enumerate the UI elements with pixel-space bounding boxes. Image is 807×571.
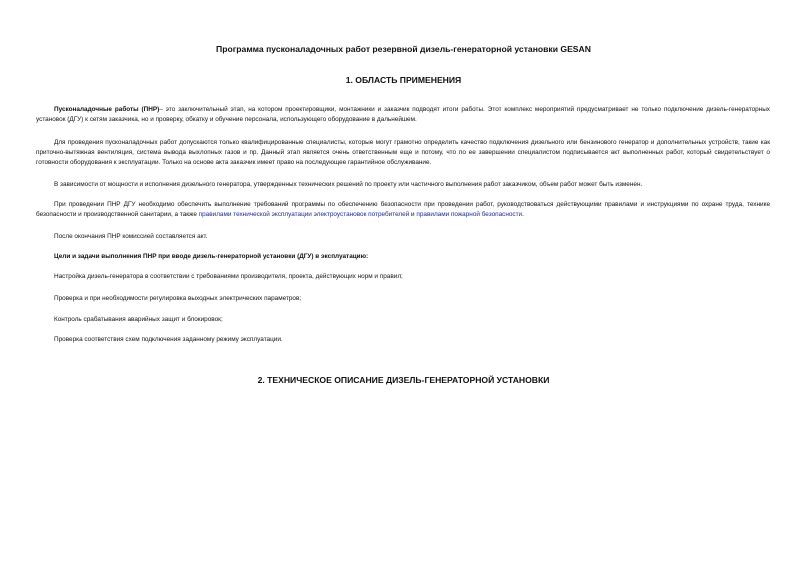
goal-item-output-params: Проверка и при необходимости регулировка выходных электрических параметров; — [54, 295, 302, 302]
paragraph-goals — [36, 252, 770, 262]
goals-heading: Цели и задачи выполнения ПНР при вводе дизель-генераторной установки (ДГУ) в эксплуатацию: — [54, 253, 369, 260]
link-fire-safety-rules[interactable]: правилами пожарной безопасности — [416, 211, 523, 218]
document-title: Программа пусконаладочных работ резервной дизель-генераторной установки GESAN — [216, 44, 591, 54]
goal-item-schemes: Проверка соответствия схем подключения заданному режиму эксплуатации. — [54, 336, 283, 343]
safety-text: При проведении ПНР ДГУ необходимо обеспечить выполнение требований программы по обеспечению безопасности при проведении работ, руководствоваться действующими правилами и инструкциями по охране труда, технике безопасности и производственной санитарии, а также — [36, 201, 770, 218]
section-heading-scope: 1. ОБЛАСТЬ ПРИМЕНЕНИЯ — [345, 75, 462, 85]
paragraph-safety — [36, 200, 770, 220]
paragraph-pnr-definition — [36, 105, 770, 125]
list-item — [36, 315, 770, 325]
list-item — [36, 335, 770, 345]
pnr-definition-text: – это заключительный этап, на котором проектировщики, монтажники и заказчик подводят итоги работы. Этот комплекс мероприятий предусматривает не только подключение дизель-генераторных установок (ДГУ) к сетям заказчика, но и проверку, обкатку и обучение персонала, использующего оборудование в дальнейшем. — [36, 106, 770, 123]
safety-conjunction: и — [409, 211, 417, 218]
list-item — [36, 294, 770, 304]
goal-item-tuning: Настройка дизель-генератора в соответствии с требованиями производителя, проекта, действующих норм и правил; — [54, 273, 403, 280]
specialists-text: Для проведения пусконаладочных работ допускаются только квалифицированные специалисты, которые могут грамотно определить качество подключения дизельного или бензинового генератор и дополнительных устройств, такие как приточно-вытяжная вентиляция, система вывода выхлопных газов и пр. Данный этап является очень ответственным еще и потому, что по ее завершении специалистом подписывается акт выполненных работ, который свидетельствует о готовности оборудования к эксплуатации. Только на основе акта заказчик имеет право на последующее гарантийное обслуживание. — [36, 139, 770, 166]
safety-end: . — [522, 211, 524, 218]
paragraph-act — [36, 232, 770, 242]
paragraph-scope-variation — [36, 180, 770, 190]
act-text: После окончания ПНР комиссией составляется акт. — [54, 233, 208, 240]
list-item — [36, 272, 770, 282]
scope-variation-text: В зависимости от мощности и исполнения дизельного генератора, утвержденных технических решений по проекту или частичного выполнения работ заказчиком, объем работ может быть изменен. — [54, 181, 643, 188]
paragraph-specialists — [36, 138, 770, 168]
pnr-term: Пусконаладочные работы (ПНР) — [54, 106, 160, 113]
section-heading-technical-description: 2. ТЕХНИЧЕСКОЕ ОПИСАНИЕ ДИЗЕЛЬ-ГЕНЕРАТОРНОЙ УСТАНОВКИ — [257, 375, 550, 385]
goal-item-protections: Контроль срабатывания аварийных защит и блокировок; — [54, 316, 223, 323]
link-electrical-rules[interactable]: правилами технической эксплуатации электроустановок потребителей — [198, 211, 410, 218]
